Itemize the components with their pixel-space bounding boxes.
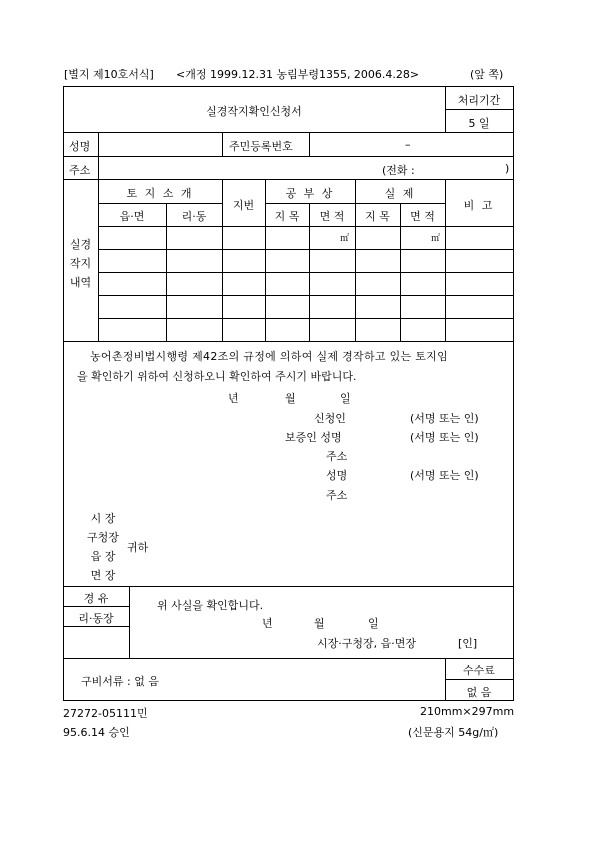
registry-area-header: 면 적 <box>319 210 345 223</box>
addressee-honorific: 귀하 <box>127 541 149 554</box>
land-section-label-2: 작지 <box>69 257 92 270</box>
recipient-mayor: 시 장 <box>90 512 116 525</box>
registry-category-header: 지 목 <box>274 210 300 223</box>
recipient-township-head: 면 장 <box>90 569 116 582</box>
confirm-year-label: 년 <box>262 617 273 630</box>
confirm-signer: 시장·구청장, 읍·면장 <box>317 637 416 650</box>
processing-period-label: 처리기간 <box>457 94 501 107</box>
statement-line-1: 농어촌정비법시행령 제42조의 규정에 의하여 실제 경작하고 있는 토지임 <box>90 350 449 363</box>
date-day-label: 일 <box>340 392 351 405</box>
actual-area-header: 면 적 <box>410 210 435 223</box>
registry-area-unit: ㎡ <box>340 234 350 244</box>
guarantor-name-label: 보증인 성명 <box>285 431 342 444</box>
guarantor-sign: (서명 또는 인) <box>410 431 479 444</box>
second-address-label: 주소 <box>326 489 348 502</box>
name-label: 성명 <box>69 140 91 153</box>
phone-close: ) <box>505 162 510 175</box>
applicant-sign: (서명 또는 인) <box>410 412 479 425</box>
revision-note: <개정 1999.12.31 농림부령1355, 2006.4.28> <box>176 68 420 81</box>
applicant-label: 신청인 <box>314 412 346 425</box>
form-code: 27272-05111민 <box>63 707 148 720</box>
attachments-label: 구비서류 : 없 음 <box>81 675 159 688</box>
form-label: [별지 제10호서식] <box>64 68 154 81</box>
ri-dong-head-label: 리·동장 <box>78 612 114 625</box>
statement-line-2: 을 확인하기 위하여 신청하오니 확인하여 주시기 바랍니다. <box>77 370 357 383</box>
fee-label: 수수료 <box>463 664 495 677</box>
page-side: (앞 쪽) <box>470 68 504 81</box>
registry-header: 공 부 상 <box>285 187 335 200</box>
land-section-label-1: 실경 <box>69 238 92 251</box>
processing-period-value: 5 일 <box>468 117 490 130</box>
approval-date: 95.6.14 승인 <box>63 726 130 739</box>
eup-myeon-header: 읍·면 <box>119 210 145 223</box>
remarks-header: 비 고 <box>463 199 495 212</box>
actual-category-header: 지 목 <box>365 210 390 223</box>
guarantor-address-label: 주소 <box>326 450 348 463</box>
lot-number-header: 지번 <box>232 199 255 212</box>
ri-dong-header: 리·동 <box>181 210 207 223</box>
land-location-header: 토 지 소 개 <box>126 187 194 200</box>
actual-header: 실 제 <box>384 187 416 200</box>
via-label: 경 유 <box>83 592 109 605</box>
phone-label: (전화 : <box>382 164 415 177</box>
actual-area-unit: ㎡ <box>431 234 441 244</box>
address-label: 주소 <box>69 164 91 177</box>
date-year-label: 년 <box>228 392 239 405</box>
paper-spec: (신문용지 54g/㎡) <box>408 726 499 739</box>
id-number-value: – <box>405 138 411 151</box>
land-section-label-3: 내역 <box>69 276 92 289</box>
confirm-day-label: 일 <box>368 617 379 630</box>
id-number-label: 주민등록번호 <box>229 140 293 153</box>
confirm-seal: [인] <box>458 637 478 650</box>
form-title: 실경작지확인신청서 <box>206 105 302 118</box>
recipient-district-head: 구청장 <box>87 531 119 544</box>
confirmation-text: 위 사실을 확인합니다. <box>157 599 264 612</box>
recipient-town-head: 읍 장 <box>90 550 116 563</box>
second-name-label: 성명 <box>326 469 348 482</box>
confirm-month-label: 월 <box>314 617 325 630</box>
paper-size: 210mm×297mm <box>420 705 515 718</box>
second-sign: (서명 또는 인) <box>410 469 479 482</box>
fee-value: 없 음 <box>466 686 492 699</box>
date-month-label: 월 <box>285 392 296 405</box>
